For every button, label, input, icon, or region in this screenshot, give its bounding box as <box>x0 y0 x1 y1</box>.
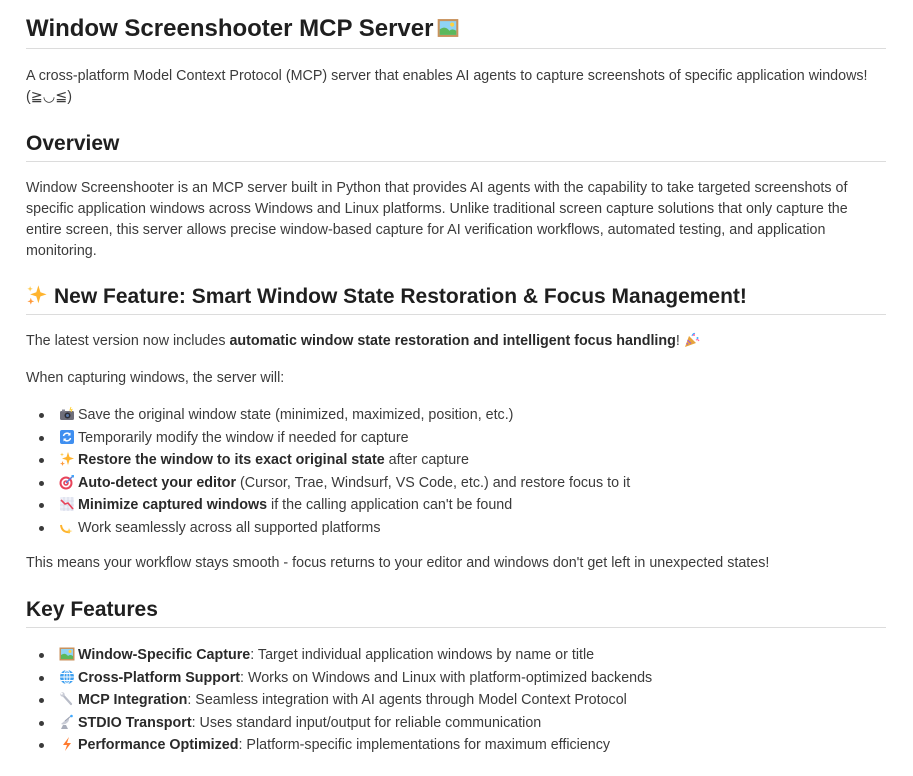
list-item <box>59 427 886 450</box>
party-popper-icon <box>684 332 700 348</box>
framed-picture-icon <box>437 17 459 39</box>
chart-decreasing-icon <box>59 496 75 512</box>
list-item <box>59 734 886 757</box>
list-item-text: Save the original window state (minimized, maximized, position, etc.) <box>78 407 514 423</box>
list-item <box>59 404 886 427</box>
new-feature-intro <box>26 331 886 352</box>
list-item-bold: Auto-detect your editor <box>78 474 237 491</box>
list-item <box>59 667 886 690</box>
list-item-text: : Platform-specific implementations for maximum efficiency <box>238 737 611 753</box>
overview-paragraph: Window Screenshooter is an MCP server built in Python that provides AI agents with the capability to take targeted screenshots of specific application windows across Windows and Linux platforms. Unlike traditional screen capture solutions that only capture the entire screen, this server allows precise window-based capture for AI verification workflows, automated testing, and application monitoring. <box>26 180 848 259</box>
list-item-text: if the calling application can't be found <box>267 497 513 513</box>
page-title <box>26 0 886 49</box>
list-item-text: : Seamless integration with AI agents through Model Context Protocol <box>187 692 627 708</box>
new-feature-intro-suffix: ! <box>675 333 680 349</box>
list-item-text: Temporarily modify the window if needed for capture <box>78 429 409 446</box>
framed-picture-icon <box>59 646 75 662</box>
new-feature-lead: When capturing windows, the server will: <box>26 370 285 386</box>
list-item-bold: Performance Optimized <box>78 737 239 753</box>
page-title-text: Window Screenshooter MCP Server <box>26 15 434 42</box>
new-feature-summary: This means your workflow stays smooth - focus returns to your editor and windows don't get left in unexpected states! <box>26 555 770 571</box>
satellite-antenna-icon <box>59 714 75 730</box>
new-feature-intro-prefix: The latest version now includes <box>26 333 230 349</box>
list-item-text: : Uses standard input/output for reliable communication <box>191 714 542 731</box>
high-voltage-icon <box>59 736 75 752</box>
new-feature-heading-text: New Feature: Smart Window State Restoration & Focus Management! <box>54 285 747 308</box>
list-item-text: (Cursor, Trae, Windsurf, VS Code, etc.) and restore focus to it <box>236 474 631 491</box>
list-item-text: Work seamlessly across all supported platforms <box>78 519 381 536</box>
overview-heading: Overview <box>26 130 886 162</box>
list-item <box>59 517 886 540</box>
sparkles-icon <box>26 284 48 306</box>
dizzy-icon <box>59 519 75 535</box>
list-item-text: : Works on Windows and Linux with platform-optimized backends <box>240 669 653 686</box>
list-item <box>59 644 886 667</box>
list-item-bold: Minimize captured windows <box>78 497 268 513</box>
list-item-bold: Cross-Platform Support <box>78 669 241 686</box>
direct-hit-target-icon <box>59 474 75 490</box>
arrows-refresh-icon <box>59 429 75 445</box>
new-feature-intro-bold: automatic window state restoration and intelligent focus handling <box>229 333 676 349</box>
camera-flash-icon <box>59 406 75 422</box>
list-item-text: : Target individual application windows by name or title <box>250 647 595 663</box>
intro-paragraph: A cross-platform Model Context Protocol (MCP) server that enables AI agents to capture screenshots of specific application windows! (≧◡≦) <box>26 68 868 105</box>
globe-meridians-icon <box>59 669 75 685</box>
new-feature-list <box>26 404 886 539</box>
list-item-bold: Restore the window to its exact original state <box>78 452 385 468</box>
list-item <box>59 712 886 735</box>
list-item <box>59 472 886 495</box>
list-item-text: after capture <box>384 452 469 468</box>
sparkles-icon <box>59 451 75 467</box>
list-item-bold: MCP Integration <box>78 692 188 708</box>
list-item <box>59 449 886 472</box>
list-item <box>59 494 886 517</box>
new-feature-heading <box>26 283 886 315</box>
list-item-bold: STDIO Transport <box>78 714 192 731</box>
key-features-heading: Key Features <box>26 596 886 628</box>
wrench-icon <box>59 691 75 707</box>
key-features-list <box>26 644 886 757</box>
list-item-bold: Window-Specific Capture <box>78 647 251 663</box>
list-item <box>59 689 886 712</box>
